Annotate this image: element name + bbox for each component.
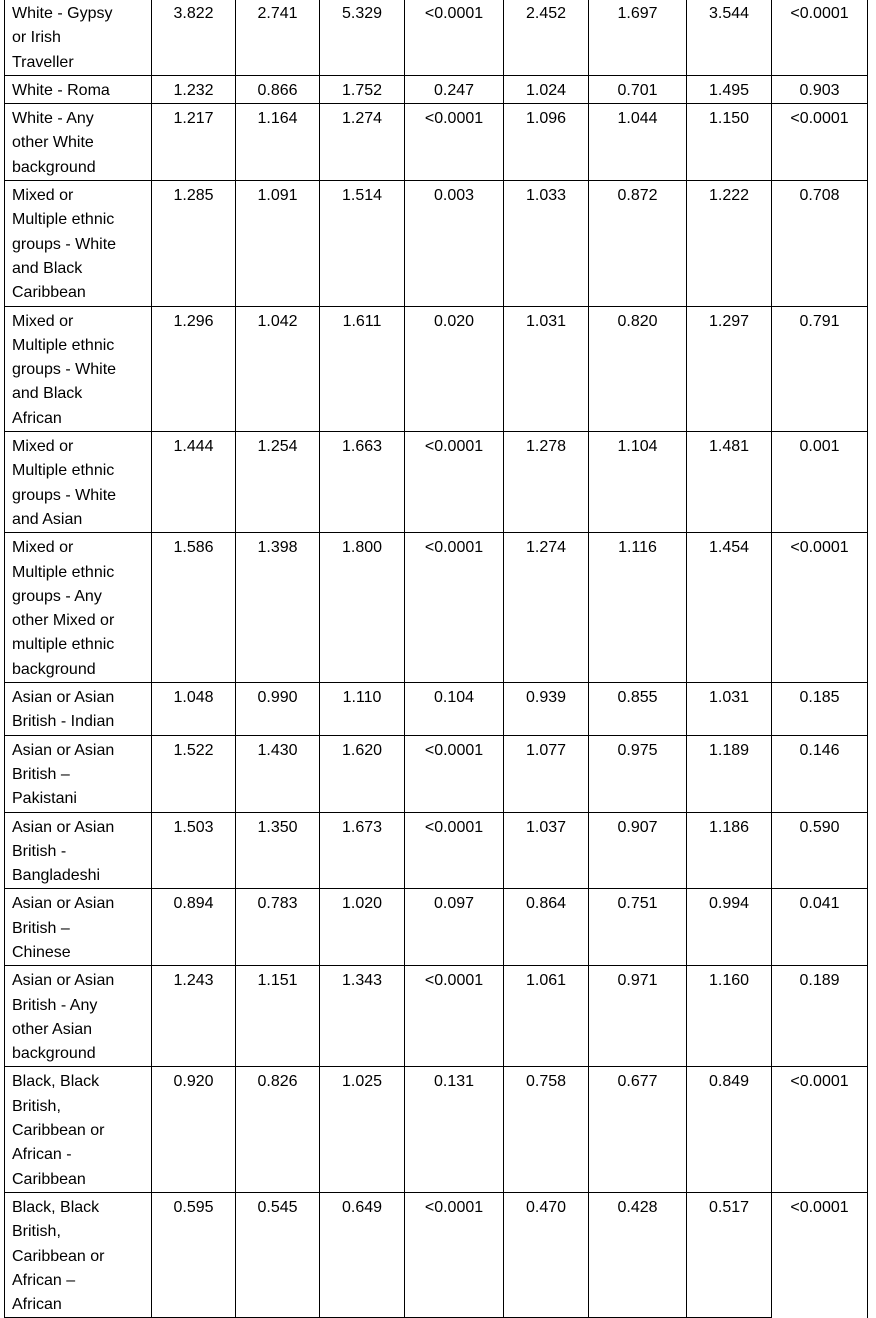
value-cell: 1.254 — [236, 432, 320, 533]
value-cell: 0.701 — [589, 75, 687, 103]
row-label-line: groups - White — [12, 235, 117, 253]
row-label-cell — [5, 683, 152, 736]
row-label-line: Pakistani — [12, 790, 77, 808]
value-cell: 0.020 — [405, 306, 504, 431]
row-label-line: other Mixed or — [12, 612, 115, 630]
value-cell: 0.920 — [152, 1067, 236, 1192]
value-cell: 1.044 — [589, 104, 687, 181]
value-cell: 0.994 — [687, 889, 772, 966]
value-cell: 0.097 — [405, 889, 504, 966]
value-cell: 1.077 — [504, 735, 589, 812]
value-cell: 1.186 — [687, 812, 772, 889]
value-cell: 2.741 — [236, 0, 320, 75]
row-label-cell — [5, 75, 152, 103]
value-cell: 0.185 — [772, 683, 868, 736]
value-cell: 0.545 — [236, 1192, 320, 1317]
value-cell: 0.864 — [504, 889, 589, 966]
row-label-cell — [5, 812, 152, 889]
value-cell: <0.0001 — [772, 0, 868, 75]
row-label-line: African – — [12, 1271, 76, 1289]
row-label-line: Multiple ethnic — [12, 462, 115, 480]
table-row — [5, 1192, 868, 1317]
value-cell: 0.247 — [405, 75, 504, 103]
value-cell: 0.849 — [687, 1067, 772, 1192]
ethnicity-odds-ratio-table — [4, 0, 868, 1318]
value-cell: <0.0001 — [405, 735, 504, 812]
value-cell: 1.061 — [504, 966, 589, 1067]
value-cell: 0.146 — [772, 735, 868, 812]
row-label-line: British – — [12, 919, 70, 937]
row-label-line: Asian or Asian — [12, 818, 115, 836]
value-cell: 1.620 — [320, 735, 405, 812]
value-cell: <0.0001 — [772, 533, 868, 683]
row-label-line: Multiple ethnic — [12, 211, 115, 229]
value-cell: 1.033 — [504, 181, 589, 306]
value-cell: 1.116 — [589, 533, 687, 683]
row-label-line: Caribbean or — [12, 1122, 105, 1140]
row-label-line: British – — [12, 765, 70, 783]
value-cell: 0.990 — [236, 683, 320, 736]
value-cell: 1.037 — [504, 812, 589, 889]
table-row — [5, 533, 868, 683]
value-cell: 2.452 — [504, 0, 589, 75]
row-label-line: White - Gypsy — [12, 5, 113, 22]
value-cell: 1.444 — [152, 432, 236, 533]
value-cell: 1.343 — [320, 966, 405, 1067]
value-cell: 1.024 — [504, 75, 589, 103]
value-cell: 1.503 — [152, 812, 236, 889]
value-cell: 0.104 — [405, 683, 504, 736]
row-label-line: British - Indian — [12, 713, 115, 731]
value-cell: 5.329 — [320, 0, 405, 75]
value-cell: <0.0001 — [405, 104, 504, 181]
value-cell: 1.297 — [687, 306, 772, 431]
row-label-line: Asian or Asian — [12, 895, 115, 913]
value-cell: 1.189 — [687, 735, 772, 812]
value-cell: <0.0001 — [405, 533, 504, 683]
value-cell: 0.751 — [589, 889, 687, 966]
row-label-line: Caribbean or — [12, 1247, 105, 1265]
row-label-line: and Black — [12, 259, 83, 277]
value-cell: 0.872 — [589, 181, 687, 306]
row-label-cell — [5, 104, 152, 181]
value-cell: 0.649 — [320, 1192, 405, 1317]
value-cell: 1.278 — [504, 432, 589, 533]
value-cell: 1.285 — [152, 181, 236, 306]
row-label-line: multiple ethnic — [12, 636, 115, 654]
value-cell: 1.091 — [236, 181, 320, 306]
row-label-line: Mixed or — [12, 539, 74, 557]
row-label-line: Black, Black — [12, 1198, 100, 1216]
row-label-cell — [5, 181, 152, 306]
row-label-cell — [5, 306, 152, 431]
value-cell: 0.470 — [504, 1192, 589, 1317]
table-row — [5, 306, 868, 431]
value-cell: 1.454 — [687, 533, 772, 683]
table-row — [5, 812, 868, 889]
value-cell: 0.708 — [772, 181, 868, 306]
row-label-line: African - — [12, 1146, 72, 1164]
row-label-line: and Black — [12, 385, 83, 403]
value-cell: 0.595 — [152, 1192, 236, 1317]
value-cell: <0.0001 — [772, 1192, 868, 1317]
row-label-cell — [5, 889, 152, 966]
value-cell: 0.131 — [405, 1067, 504, 1192]
value-cell: 0.677 — [589, 1067, 687, 1192]
value-cell: 1.110 — [320, 683, 405, 736]
value-cell: 1.150 — [687, 104, 772, 181]
value-cell: 1.025 — [320, 1067, 405, 1192]
table-row — [5, 735, 868, 812]
row-label-cell — [5, 1192, 152, 1317]
value-cell: 0.975 — [589, 735, 687, 812]
value-cell: 0.939 — [504, 683, 589, 736]
row-label-line: British - — [12, 842, 67, 860]
row-label-cell — [5, 966, 152, 1067]
row-label-line: Caribbean — [12, 1170, 86, 1188]
row-label-line: Traveller — [12, 53, 74, 71]
value-cell: 1.430 — [236, 735, 320, 812]
table-row — [5, 75, 868, 103]
value-cell: 0.826 — [236, 1067, 320, 1192]
value-cell: 0.866 — [236, 75, 320, 103]
value-cell: 1.048 — [152, 683, 236, 736]
value-cell: 1.164 — [236, 104, 320, 181]
value-cell: 1.611 — [320, 306, 405, 431]
value-cell: 0.758 — [504, 1067, 589, 1192]
row-label-line: Mixed or — [12, 312, 74, 330]
value-cell: 1.096 — [504, 104, 589, 181]
row-label-line: African — [12, 1296, 62, 1314]
row-label-line: Chinese — [12, 943, 71, 961]
value-cell: <0.0001 — [405, 432, 504, 533]
table-row — [5, 432, 868, 533]
table-row — [5, 1067, 868, 1192]
value-cell: 0.903 — [772, 75, 868, 103]
row-label-line: British, — [12, 1223, 61, 1241]
table-row — [5, 889, 868, 966]
value-cell: 0.855 — [589, 683, 687, 736]
value-cell: 1.160 — [687, 966, 772, 1067]
row-label-line: African — [12, 409, 62, 427]
value-cell: 1.104 — [589, 432, 687, 533]
value-cell: 0.791 — [772, 306, 868, 431]
row-label-line: Asian or Asian — [12, 689, 115, 707]
value-cell: 1.296 — [152, 306, 236, 431]
value-cell: 1.031 — [687, 683, 772, 736]
row-label-line: background — [12, 1045, 96, 1063]
value-cell: <0.0001 — [405, 966, 504, 1067]
row-label-line: Black, Black — [12, 1073, 100, 1091]
value-cell: 0.041 — [772, 889, 868, 966]
value-cell: 1.350 — [236, 812, 320, 889]
row-label-line: Multiple ethnic — [12, 563, 115, 581]
table-row — [5, 181, 868, 306]
row-label-cell — [5, 0, 152, 75]
value-cell: 1.514 — [320, 181, 405, 306]
row-label-line: White - Roma — [12, 81, 110, 99]
value-cell: 0.907 — [589, 812, 687, 889]
value-cell: 1.663 — [320, 432, 405, 533]
row-label-line: Asian or Asian — [12, 741, 115, 759]
value-cell: 3.822 — [152, 0, 236, 75]
value-cell: 1.586 — [152, 533, 236, 683]
value-cell: 1.752 — [320, 75, 405, 103]
row-label-line: Caribbean — [12, 284, 86, 302]
row-label-line: background — [12, 158, 96, 176]
value-cell: 1.522 — [152, 735, 236, 812]
row-label-line: and Asian — [12, 510, 83, 528]
value-cell: <0.0001 — [772, 104, 868, 181]
value-cell: 0.003 — [405, 181, 504, 306]
value-cell: 0.820 — [589, 306, 687, 431]
value-cell: 1.274 — [320, 104, 405, 181]
row-label-line: British - Any — [12, 996, 98, 1014]
value-cell: 1.697 — [589, 0, 687, 75]
value-cell: 1.042 — [236, 306, 320, 431]
row-label-line: Asian or Asian — [12, 972, 115, 990]
value-cell: 1.151 — [236, 966, 320, 1067]
row-label-line: groups - White — [12, 361, 117, 379]
row-label-line: groups - White — [12, 486, 117, 504]
row-label-line: Mixed or — [12, 187, 74, 205]
value-cell: 0.428 — [589, 1192, 687, 1317]
value-cell: <0.0001 — [405, 812, 504, 889]
row-label-cell — [5, 735, 152, 812]
value-cell: 1.673 — [320, 812, 405, 889]
value-cell: 1.274 — [504, 533, 589, 683]
row-label-line: Mixed or — [12, 438, 74, 456]
row-label-line: background — [12, 660, 96, 678]
row-label-line: White - Any — [12, 110, 94, 128]
value-cell: 1.481 — [687, 432, 772, 533]
value-cell: 0.001 — [772, 432, 868, 533]
row-label-line: Bangladeshi — [12, 867, 101, 885]
table-row — [5, 104, 868, 181]
value-cell: 0.189 — [772, 966, 868, 1067]
row-label-line: other White — [12, 134, 94, 152]
row-label-cell — [5, 533, 152, 683]
value-cell: 3.544 — [687, 0, 772, 75]
value-cell: 1.800 — [320, 533, 405, 683]
value-cell: <0.0001 — [405, 0, 504, 75]
row-label-cell — [5, 432, 152, 533]
row-label-line: other Asian — [12, 1020, 93, 1038]
value-cell: 0.971 — [589, 966, 687, 1067]
value-cell: 0.783 — [236, 889, 320, 966]
table-body — [5, 0, 868, 1318]
value-cell: <0.0001 — [405, 1192, 504, 1317]
row-label-line: or Irish — [12, 29, 61, 47]
value-cell: 1.020 — [320, 889, 405, 966]
row-label-line: British, — [12, 1097, 61, 1115]
row-label-cell — [5, 1067, 152, 1192]
value-cell: <0.0001 — [772, 1067, 868, 1192]
value-cell: 1.495 — [687, 75, 772, 103]
table-row — [5, 966, 868, 1067]
value-cell: 1.398 — [236, 533, 320, 683]
value-cell: 1.232 — [152, 75, 236, 103]
value-cell: 1.217 — [152, 104, 236, 181]
table-row — [5, 683, 868, 736]
value-cell: 0.894 — [152, 889, 236, 966]
value-cell: 1.243 — [152, 966, 236, 1067]
row-label-line: groups - Any — [12, 587, 102, 605]
row-label-line: Multiple ethnic — [12, 336, 115, 354]
value-cell: 1.031 — [504, 306, 589, 431]
table-row — [5, 0, 868, 75]
value-cell: 1.222 — [687, 181, 772, 306]
value-cell: 0.517 — [687, 1192, 772, 1317]
value-cell: 0.590 — [772, 812, 868, 889]
